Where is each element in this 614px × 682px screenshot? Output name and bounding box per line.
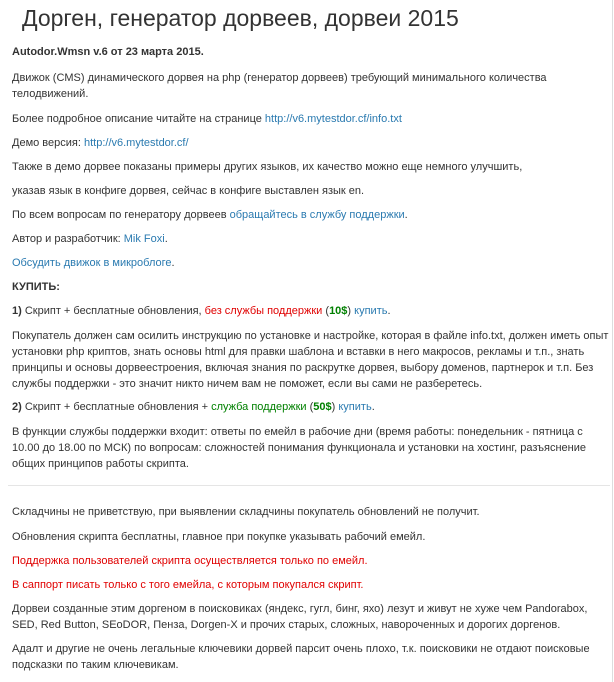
support-link[interactable]: обращайтесь в службу поддержки	[229, 209, 405, 221]
intro-paragraph	[12, 70, 610, 102]
support-end: .	[404, 209, 408, 221]
microblog-link[interactable]: Обсудить движок в микроблоге	[12, 257, 172, 269]
intro-text: Движок (CMS) динамического дорвея на php (генератор дорвеев) требующий минимального количества телодвижений.	[12, 72, 547, 100]
option-1-price: 10$	[329, 305, 348, 317]
note-2	[12, 529, 610, 545]
note-3-text: Поддержка пользователей скрипта осуществляется только по емейл.	[12, 555, 368, 567]
option-2-end: .	[371, 401, 375, 413]
details-paragraph	[12, 111, 610, 127]
microblog-end: .	[171, 257, 175, 269]
buy-heading	[12, 279, 610, 295]
note-1-text: Складчины не приветствую, при выявлении складчины покупатель обновлений не получит.	[12, 506, 480, 518]
note-6	[12, 641, 610, 673]
note-6-text: Адалт и другие не очень легальные ключевики дорвей парсит очень плохо, т.к. поисковики не отдают поисковые подсказки по таким ключевикам.	[12, 643, 590, 671]
version-line	[12, 44, 610, 60]
option-2	[12, 399, 610, 415]
option-1-end: .	[387, 305, 391, 317]
option-2-description-text: В функции службы поддержки входит: ответы по емейл в рабочие дни (время работы: понедельник - пятница с 10.00 до 18.00 по МСК) по вопросам: сложностей понимания функционала и установки на хостинг, разъяснение общих принципов работы скрипта.	[12, 426, 586, 470]
note-2-text: Обновления скрипта бесплатны, главное при покупке указывать рабочий емейл.	[12, 531, 426, 543]
author-end: .	[164, 233, 168, 245]
author-paragraph	[12, 231, 610, 247]
option-1-number: 1)	[12, 305, 22, 317]
support-paragraph	[12, 207, 610, 223]
page-title: Дорген, генератор дорвеев, дорвеи 2015	[22, 5, 459, 31]
details-link[interactable]: http://v6.mytestdor.cf/info.txt	[264, 113, 402, 125]
divider	[8, 485, 610, 486]
option-2-description	[12, 424, 610, 472]
option-1-text: Скрипт + бесплатные обновления,	[21, 305, 205, 317]
note-4	[12, 577, 610, 593]
option-2-text: Скрипт + бесплатные обновления +	[21, 401, 212, 413]
note-5	[12, 601, 610, 633]
demo-text: Демо версия:	[12, 137, 84, 149]
lang-line-1	[12, 159, 610, 175]
lang-line-2	[12, 183, 610, 199]
option-2-highlight: служба поддержки	[211, 401, 307, 413]
support-text: По всем вопросам по генератору дорвеев	[12, 209, 230, 221]
option-1-buy-link[interactable]: купить	[354, 305, 388, 317]
lang-text-1: Также в демо дорвее показаны примеры других языков, их качество можно еще немного улучшить,	[12, 161, 523, 173]
note-1	[12, 504, 610, 520]
buy-heading-text: КУПИТЬ:	[12, 281, 60, 293]
note-4-text: В саппорт писать только с того емейла, с которым покупался скрипт.	[12, 579, 364, 591]
note-3	[12, 553, 610, 569]
option-2-close: )	[331, 401, 339, 413]
note-5-text: Дорвеи созданные этим доргеном в поисковиках (яндекс, гугл, бинг, яхо) лезут и живут не хуже чем Pandorabox, SED, Red Button, SEoDOR, Пенза, Dorgen-X и прочих старых, сложных, навороченных и дорогих доргенов.	[12, 603, 588, 631]
option-1-highlight: без службы поддержки	[204, 305, 323, 317]
version-text: Autodor.Wmsn v.6 от 23 марта 2015.	[12, 46, 204, 58]
page-edge-line	[612, 0, 613, 682]
option-1-description-text: Покупатель должен сам осилить инструкцию по установке и настройке, которая в файле info.txt, должен иметь опыт установки php криптов, знать основы html для правки шаблона и вставки в него макросов, рекламы и т.п., знать принципы и основы дорвеестроения, включая знания по раскрутке дорвея, выбору доменов, партнерок и т.п. Без службы поддержки - это значит никто ничем вам не поможет, если вы сами не разберетесь.	[12, 330, 609, 390]
author-text: Автор и разработчик:	[12, 233, 124, 245]
option-2-open: (	[306, 401, 314, 413]
author-link[interactable]: Mik Foxi	[123, 233, 165, 245]
demo-link[interactable]: http://v6.mytestdor.cf/	[83, 137, 189, 149]
option-2-price: 50$	[313, 401, 332, 413]
option-1-close: )	[347, 305, 355, 317]
details-text: Более подробное описание читайте на странице	[12, 113, 265, 125]
option-1-open: (	[322, 305, 330, 317]
demo-paragraph	[12, 135, 610, 151]
microblog-paragraph	[12, 255, 610, 271]
option-2-buy-link[interactable]: купить	[338, 401, 372, 413]
option-1-description	[12, 328, 610, 392]
option-1	[12, 303, 610, 319]
option-2-number: 2)	[12, 401, 22, 413]
lang-text-2: указав язык в конфиге дорвея, сейчас в конфиге выставлен язык en.	[12, 185, 365, 197]
